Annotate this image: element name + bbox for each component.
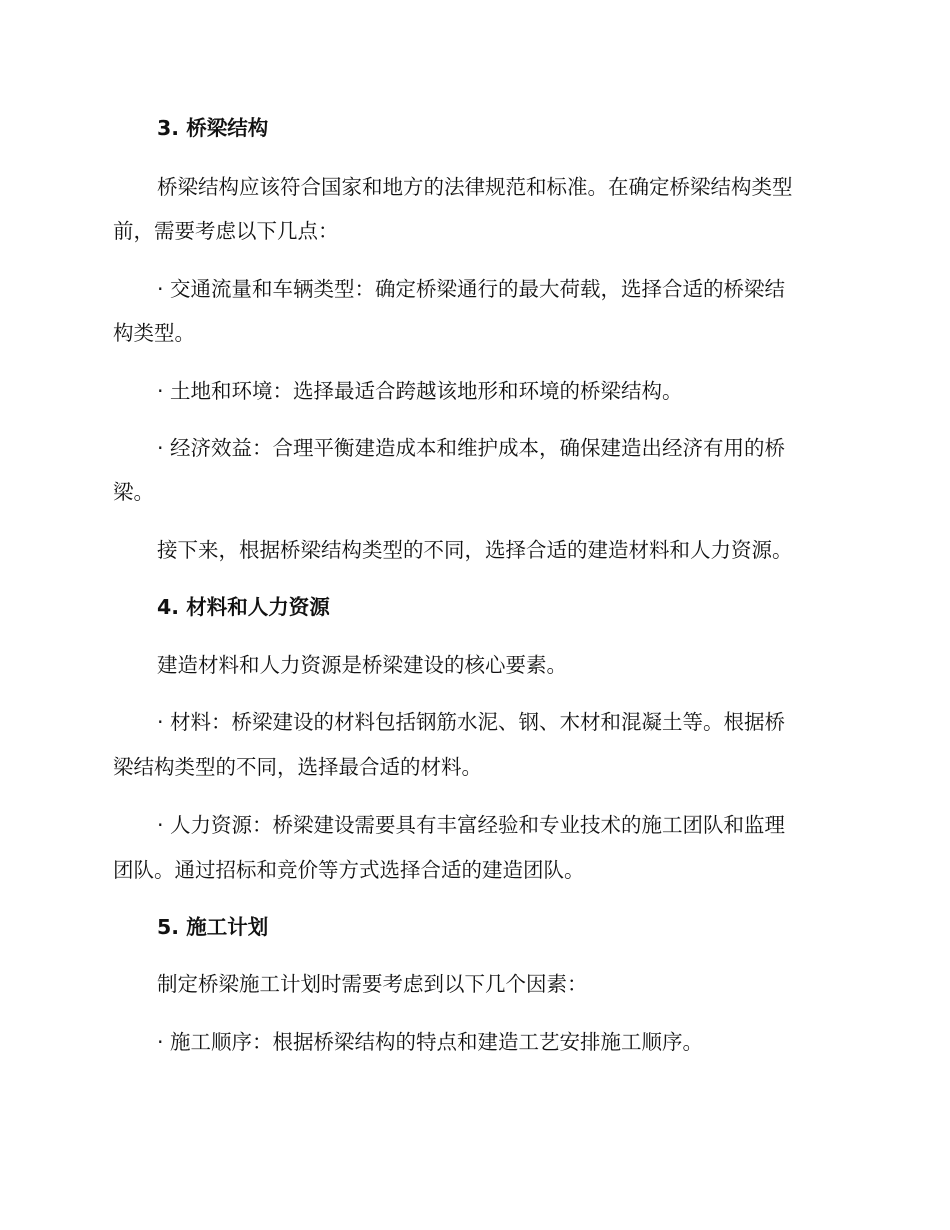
bullet-line: 构类型。 [113,321,195,345]
paragraph-line: 制定桥梁施工计划时需要考虑到以下几个因素： [157,972,588,996]
bullet-line: 梁结构类型的不同，选择最合适的材料。 [113,755,482,779]
section-heading-3: 3. 桥梁结构 [157,116,269,140]
bullet-line: 梁。 [113,480,154,504]
bullet-line: · 交通流量和车辆类型：确定桥梁通行的最大荷载，选择合适的桥梁结 [157,277,786,301]
bullet-line: 团队。通过招标和竞价等方式选择合适的建造团队。 [113,858,585,882]
bullet-line: · 土地和环境：选择最适合跨越该地形和环境的桥梁结构。 [157,379,683,403]
bullet-line: · 人力资源：桥梁建设需要具有丰富经验和专业技术的施工团队和监理 [157,813,786,837]
bullet-line: · 施工顺序：根据桥梁结构的特点和建造工艺安排施工顺序。 [157,1030,704,1054]
section-heading-5: 5. 施工计划 [157,915,269,939]
paragraph-line: 建造材料和人力资源是桥梁建设的核心要素。 [157,653,567,677]
bullet-line: · 经济效益：合理平衡建造成本和维护成本，确保建造出经济有用的桥 [157,436,786,460]
paragraph-line: 前，需要考虑以下几点： [113,219,339,243]
bullet-line: · 材料：桥梁建设的材料包括钢筋水泥、钢、木材和混凝土等。根据桥 [157,710,786,734]
paragraph-line: 接下来，根据桥梁结构类型的不同，选择合适的建造材料和人力资源。 [157,538,793,562]
paragraph-line: 桥梁结构应该符合国家和地方的法律规范和标准。在确定桥梁结构类型 [157,175,793,199]
section-heading-4: 4. 材料和人力资源 [157,595,330,619]
